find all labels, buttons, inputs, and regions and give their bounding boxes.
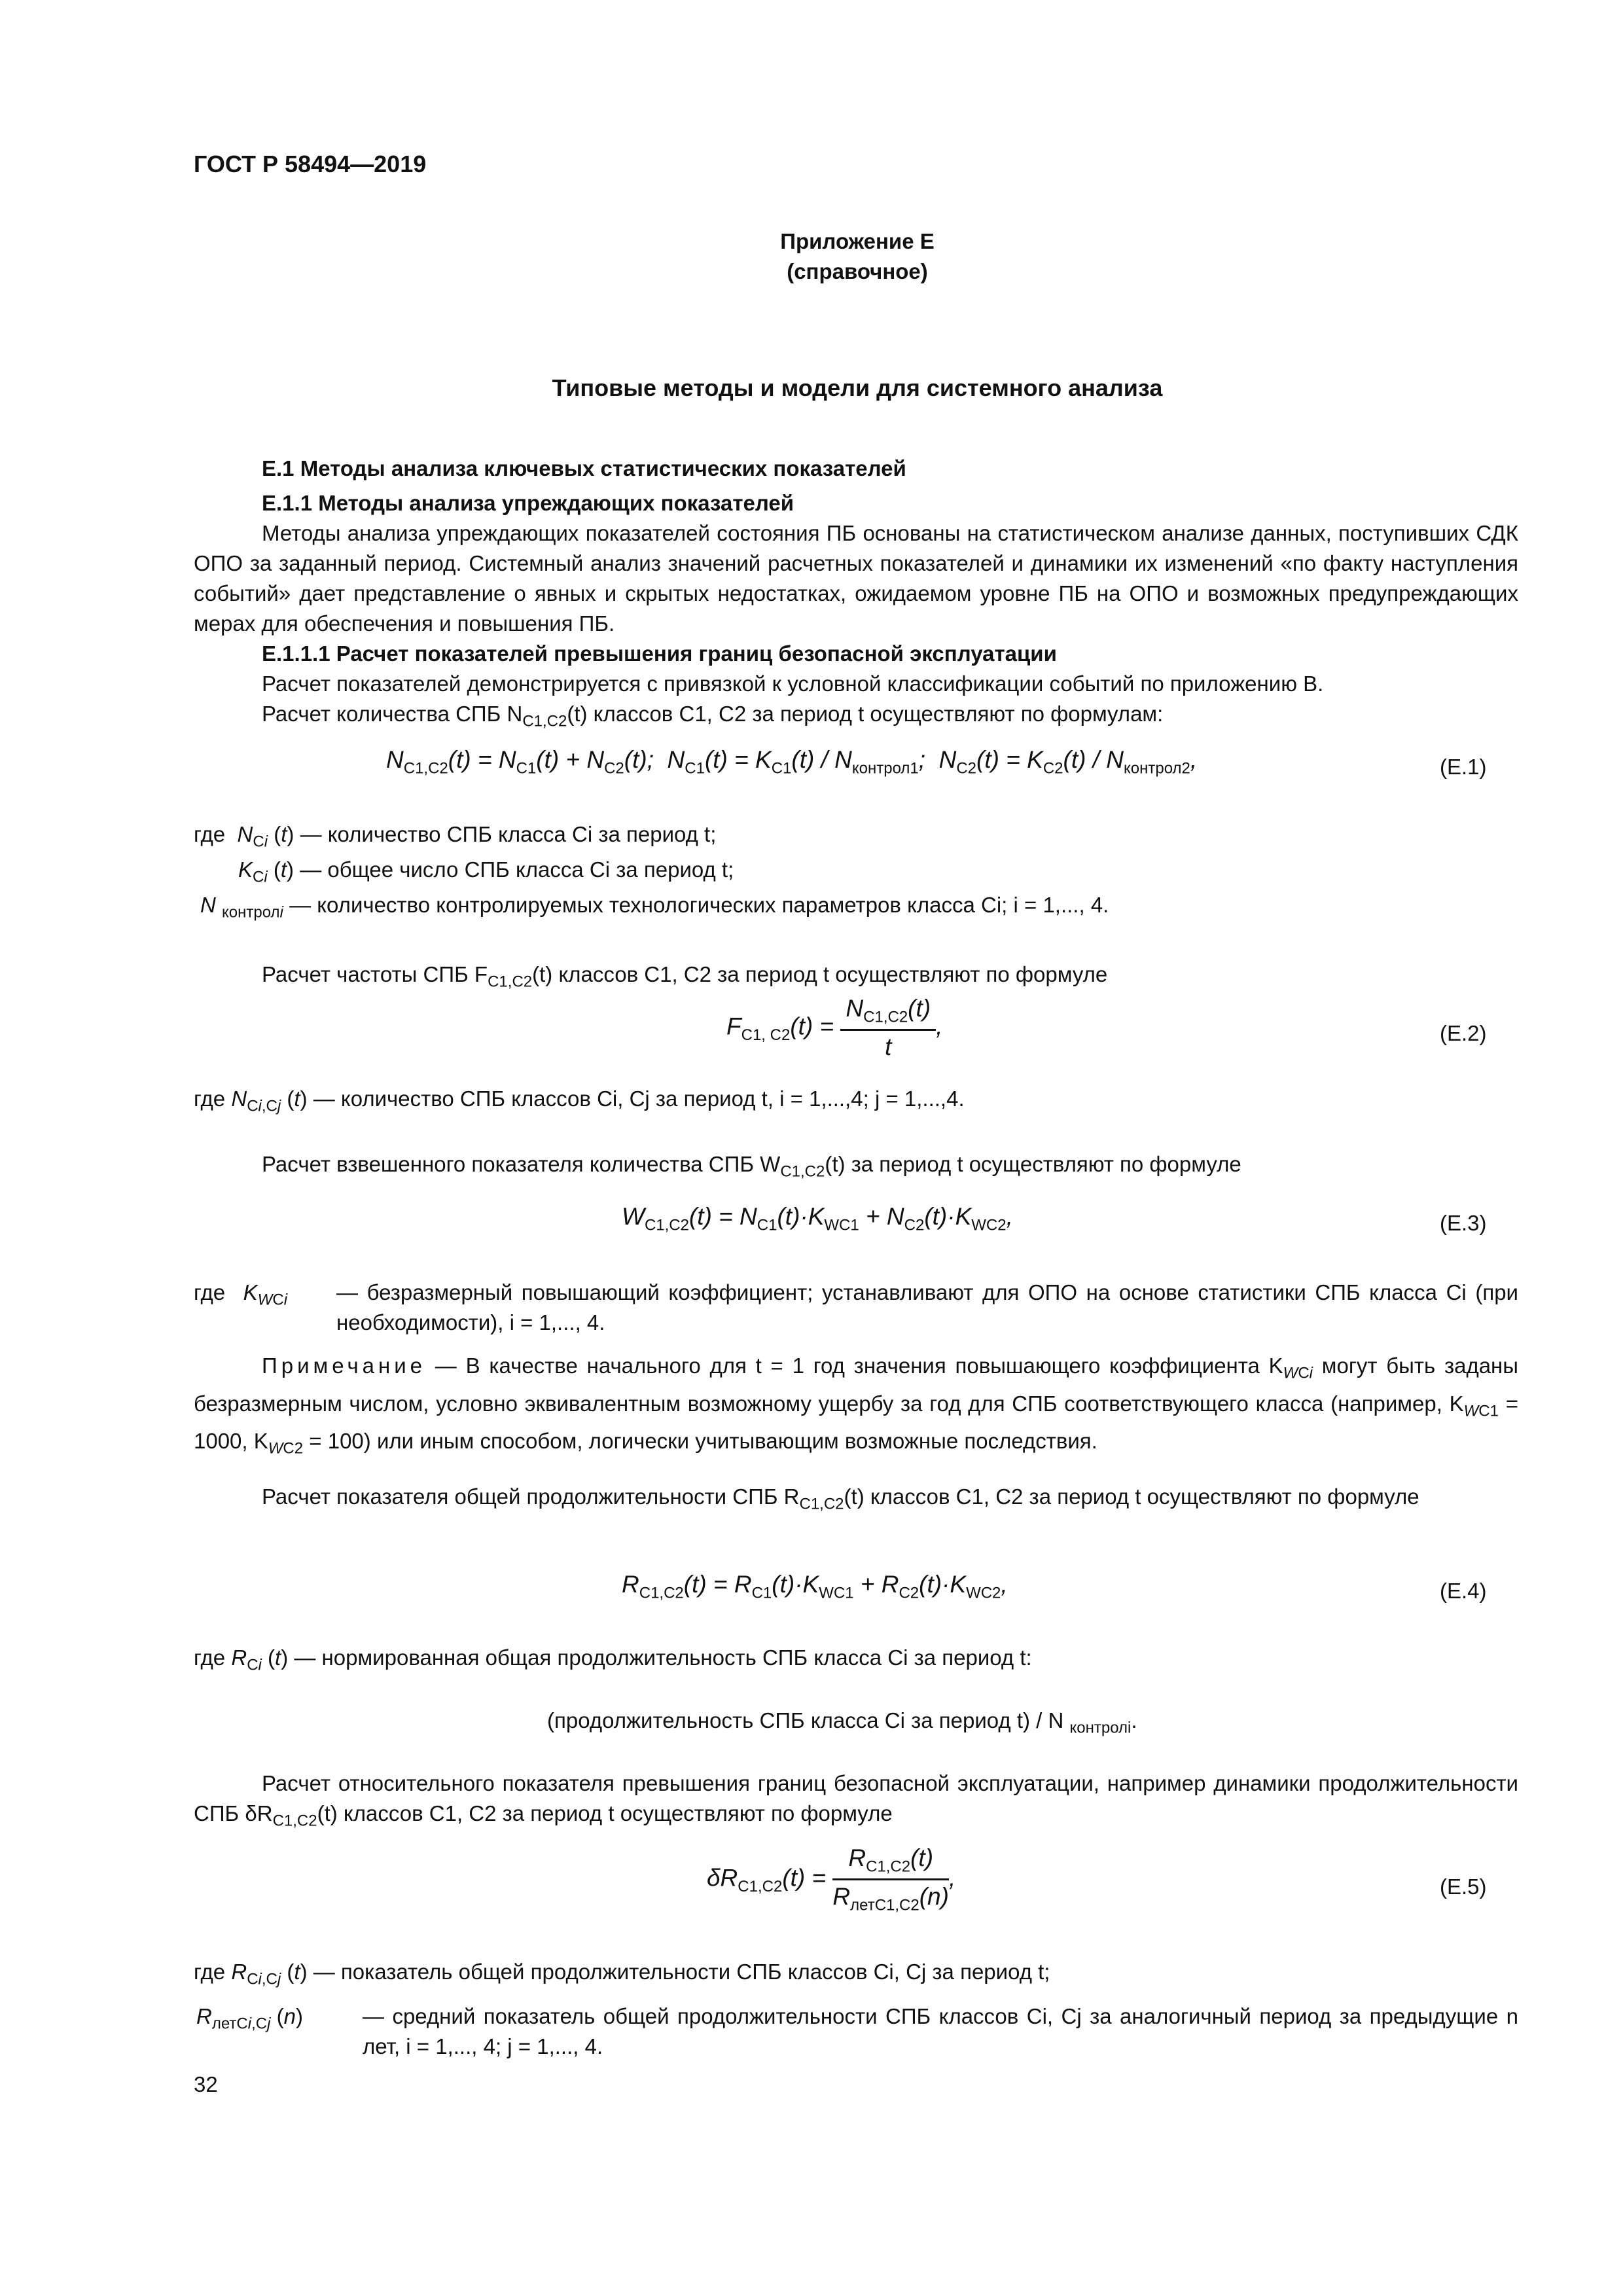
definition-r-let-label: $R_{летCi,Cj}$ (n) bbox=[196, 2004, 303, 2033]
definition-r-cicj: где $R_{Ci,Cj}$ (t) — показатель общей продолжительности СПБ классов Сi, Cj за период t; bbox=[194, 1960, 1050, 1988]
definition-n-cicj: где $N_{Ci,Cj}$ (t) — количество СПБ классов Сi, Cj за период t, i = 1,...,4; j = 1,...,4. bbox=[194, 1086, 965, 1115]
main-title: Типовые методы и модели для системного анализа bbox=[552, 374, 1163, 401]
section-e1-heading: Е.1 Методы анализа ключевых статистических показателей bbox=[262, 456, 906, 480]
frequency-intro: Расчет частоты СПБ $F_{C1,C2}(t)$ классов С1, С2 за период t осуществляют по формуле bbox=[262, 962, 1108, 991]
equation-e5: $\delta R_{C1,C2}(t)$ = $\frac{R_{C1,C2}(t)}{R_{летC1,C2}(n)}$ , bbox=[707, 1844, 956, 1914]
section-e111-text: Расчет показателей демонстрируется с привязкой к условной классификации событий по приложению В. bbox=[262, 672, 1324, 696]
definition-k-wci-label: где $K_{WCi}$ bbox=[194, 1280, 288, 1309]
document-id: ГОСТ Р 58494—2019 bbox=[194, 151, 427, 177]
definition-r-let-text: — средний показатель общей продолжительности СПБ классов Сi, Cj за аналогичный период за предыдущие n лет, i = 1,..., 4; j = 1,..., 4. bbox=[363, 2004, 1518, 2058]
definition-k-ci: $K_{Ci}$ (t) — общее число СПБ класса Сi за период t; bbox=[238, 857, 734, 886]
equation-e4-number: (Е.4) bbox=[1440, 1579, 1487, 1603]
duration-intro: Расчет показателя общей продолжительности СПБ $R_{C1,C2}(t)$ классов С1, С2 за период t осуществляют по формуле bbox=[262, 1484, 1419, 1513]
section-e11-text: Методы анализа упреждающих показателей состояния ПБ основаны на статистическом анализе данных, поступивших СДК ОПО за заданный период. Системный анализ значений расчетных показателей и динамики их изменений «по факту наступления событий» дает представление о явных и скрытых недостатках, ожидаемом уровне ПБ на ОПО и возможных предупреждающих мерах для обеспечения и повышения ПБ. bbox=[194, 521, 1518, 636]
page-number: 32 bbox=[194, 2072, 218, 2096]
section-e111-heading: Е.1.1.1 Расчет показателей превышения границ безопасной эксплуатации bbox=[262, 641, 1057, 666]
definition-n-control: N $_{контролi}$ — количество контролируемых технологических параметров класса Сi; i = 1,..., 4. bbox=[200, 893, 1109, 922]
equation-e1: $N_{C1,C2}(t) = N_{C1}(t) + N_{C2}(t)$; $N_{C1}(t) = K_{C1}(t) / N_{контрол1}$; $N_{C2}(t) = K_{C2}(t) / N_{контрол2}$, bbox=[386, 746, 1198, 778]
equation-e1-number: (Е.1) bbox=[1440, 755, 1487, 779]
equation-e3: $W_{C1,C2}(t) = N_{C1}(t)\cdot K_{WC1} + N_{C2}(t)\cdot K_{WC2}$, bbox=[622, 1203, 1013, 1234]
appendix-title: Приложение Е bbox=[780, 229, 935, 253]
equation-e5-number: (Е.5) bbox=[1440, 1874, 1487, 1899]
definition-r-ci: где $R_{Ci}$ (t) — нормированная общая продолжительность СПБ класса Сi за период t: bbox=[194, 1645, 1032, 1674]
definition-r-ci-formula: (продолжительность СПБ класса Сi за период t) / N $_{контролi}$. bbox=[547, 1708, 1137, 1737]
definition-n-ci: где $N_{Ci}$ (t) — количество СПБ класса Сi за период t; bbox=[194, 822, 717, 851]
note-paragraph: Примечание — В качестве начального для t = 1 год значения повышающего коэффициента $K_{WCi}$ могут быть заданы безразмерным числом, условно эквивалентным возможному ущербу за год для СПБ соответствующего класса (например, $K_{WC1} = 1000$, $K_{WC2} = 100$) или иным способом, логически учитывающим возможные последствия. bbox=[194, 1354, 1518, 1458]
definition-k-wci-text: — безразмерный повышающий коэффициент; устанавливают для ОПО на основе статистики СПБ класса Сi (при необходимости), i = 1,..., 4. bbox=[336, 1280, 1518, 1335]
section-e11-heading: Е.1.1 Методы анализа упреждающих показателей bbox=[262, 491, 794, 515]
appendix-subtitle: (справочное) bbox=[787, 259, 928, 283]
intro-count-text: Расчет количества СПБ $N_{C1,C2}(t)$ классов С1, С2 за период t осуществляют по формулам: bbox=[262, 702, 1164, 730]
equation-e2-number: (Е.2) bbox=[1440, 1021, 1487, 1045]
relative-intro: Расчет относительного показателя превышения границ безопасной эксплуатации, например динамики продолжительности СПБ $\delta R_{C1,C2}(t)$ классов С1, С2 за период t осуществляют по формуле bbox=[194, 1771, 1518, 1830]
weighted-intro: Расчет взвешенного показателя количества СПБ $W_{C1,C2}(t)$ за период t осуществляют по формуле bbox=[262, 1152, 1241, 1181]
equation-e4: $R_{C1,C2}(t) = R_{C1}(t)\cdot K_{WC1} + R_{C2}(t)\cdot K_{WC2}$, bbox=[622, 1571, 1008, 1602]
equation-e3-number: (Е.3) bbox=[1440, 1211, 1487, 1235]
equation-e2: $F_{C1, C2}(t)$ = $\frac{N_{C1,C2}(t)}{t}$ , bbox=[726, 995, 943, 1061]
